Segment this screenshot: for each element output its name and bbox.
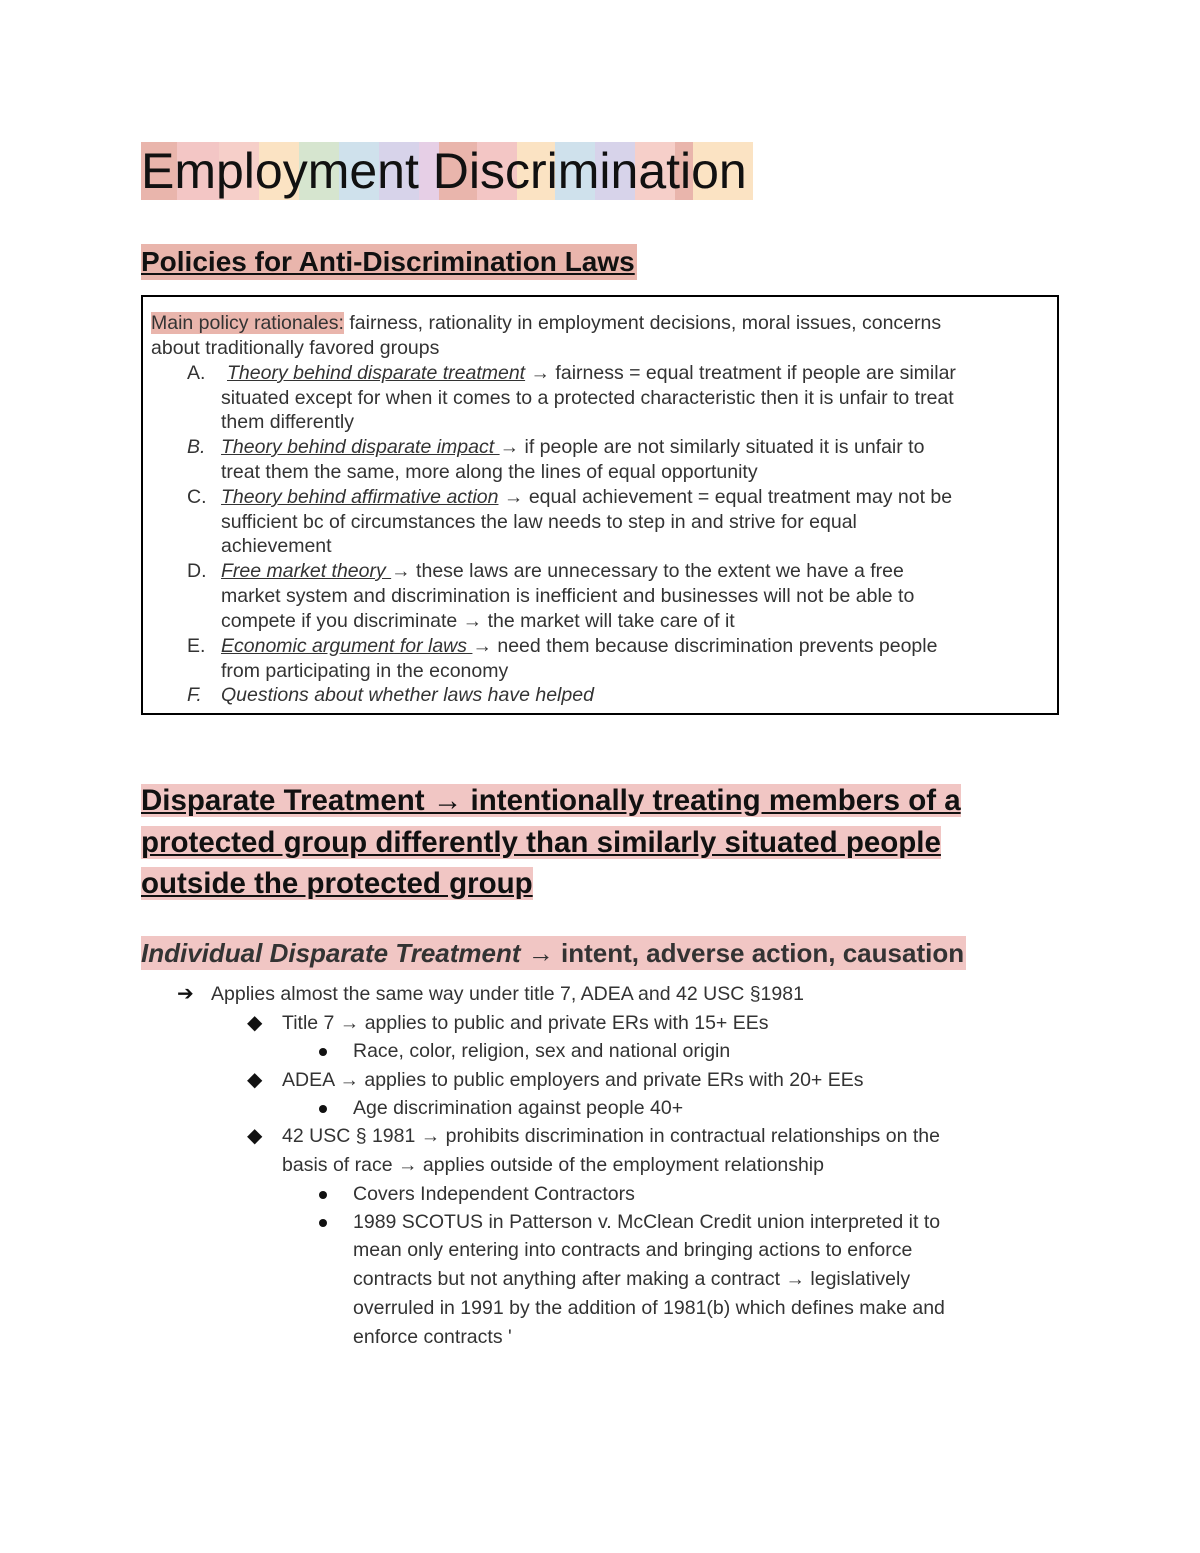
- item-letter-b: B.: [187, 436, 206, 458]
- item-b-line-2: treat them the same, more along the lines of equal opportunity: [221, 461, 758, 483]
- individual-heading-italic: Individual Disparate Treatment: [141, 938, 528, 968]
- dot-bullet-icon: [319, 1191, 327, 1199]
- item-letter-d: D.: [187, 560, 207, 582]
- item-a-line-3: them differently: [221, 411, 354, 433]
- item-d-line-2: market system and discrimination is inefficient and businesses will not be able to: [221, 585, 915, 607]
- policy-item-e: [221, 634, 937, 659]
- policy-item-c: [221, 485, 952, 510]
- item-b-line: → if people are not similarly situated it is unfair to: [499, 436, 925, 458]
- disparate-heading-text-2: protected group differently than similarly situated people: [141, 826, 941, 859]
- main-policy-label: Main policy rationales:: [151, 312, 344, 334]
- policy-rationales-box: [141, 295, 1059, 715]
- dot-bullet-icon: [319, 1048, 327, 1056]
- item-c-line-3: achievement: [221, 535, 332, 557]
- list-item-usc-line-2: basis of race → applies outside of the employment relationship: [282, 1154, 824, 1176]
- diamond-bullet-icon: ◆: [247, 1069, 263, 1091]
- disparate-heading-line-1: [141, 780, 961, 822]
- arrow-bullet-icon: ➔: [177, 983, 194, 1005]
- list-item-adea-sub: Age discrimination against people 40+: [353, 1097, 684, 1119]
- item-e-line-2: from participating in the economy: [221, 660, 509, 682]
- policy-item-d: [221, 559, 904, 584]
- list-item-usc-sub-2-line-5: enforce contracts ': [353, 1326, 512, 1348]
- item-b-title: Theory behind disparate impact: [221, 436, 500, 458]
- dot-bullet-icon: [319, 1219, 327, 1227]
- main-policy-text-cont: about traditionally favored groups: [151, 337, 440, 359]
- list-item-usc-sub-2-line-4: overruled in 1991 by the addition of 1981(b) which defines make and: [353, 1297, 945, 1319]
- item-letter-e: E.: [187, 635, 206, 657]
- item-a-line: → fairness = equal treatment if people are similar: [525, 362, 956, 384]
- list-item-adea: ADEA → applies to public employers and private ERs with 20+ EEs: [282, 1069, 864, 1091]
- disparate-heading-line-3: [141, 863, 533, 905]
- individual-heading-rest: → intent, adverse action, causation: [527, 938, 965, 968]
- disparate-heading-text-3: outside the protected group: [141, 867, 533, 900]
- item-e-line: → need them because discrimination prevents people: [472, 635, 938, 657]
- item-c-title: Theory behind affirmative action: [221, 486, 499, 508]
- item-d-line: → these laws are unnecessary to the extent we have a free: [391, 560, 904, 582]
- item-a-title: Theory behind disparate treatment: [227, 362, 526, 384]
- list-item-usc-sub-2-line-2: mean only entering into contracts and bringing actions to enforce: [353, 1239, 913, 1261]
- list-item-title7: Title 7 → applies to public and private ERs with 15+ EEs: [282, 1012, 769, 1034]
- list-item-usc-line-1: 42 USC § 1981 → prohibits discrimination in contractual relationships on the: [282, 1125, 940, 1147]
- list-item-usc-sub-2-line-3: contracts but not anything after making a contract → legislatively: [353, 1268, 911, 1290]
- item-c-line: → equal achievement = equal treatment may not be: [498, 486, 953, 508]
- list-item-applies: Applies almost the same way under title 7, ADEA and 42 USC §1981: [211, 983, 804, 1005]
- item-a-line-2: situated except for when it comes to a protected characteristic then it is unfair to treat: [221, 387, 954, 409]
- item-c-line-2: sufficient bc of circumstances the law needs to step in and strive for equal: [221, 511, 857, 533]
- item-letter-c: C.: [187, 486, 207, 508]
- disparate-heading-text-1: Disparate Treatment → intentionally treating members of a: [141, 784, 961, 817]
- document-title: Employment Discrimination: [141, 142, 753, 200]
- list-item-usc-sub-2-line-1: 1989 SCOTUS in Patterson v. McClean Credit union interpreted it to: [353, 1211, 941, 1233]
- policy-item-a: [227, 361, 956, 386]
- policies-heading: Policies for Anti-Discrimination Laws: [141, 244, 637, 280]
- diamond-bullet-icon: ◆: [247, 1012, 263, 1034]
- item-letter-f: F.: [187, 684, 202, 706]
- item-d-line-3: compete if you discriminate → the market will take care of it: [221, 610, 735, 632]
- item-d-title: Free market theory: [221, 560, 392, 582]
- main-policy-line: [151, 311, 941, 336]
- policy-item-f: Questions about whether laws have helped: [221, 684, 594, 706]
- list-item-title7-sub: Race, color, religion, sex and national origin: [353, 1040, 731, 1062]
- item-letter-a: A.: [187, 362, 206, 384]
- main-policy-text: fairness, rationality in employment decisions, moral issues, concerns: [343, 312, 942, 334]
- disparate-heading-line-2: [141, 822, 941, 864]
- policy-item-b: [221, 435, 924, 460]
- individual-heading: [141, 936, 966, 970]
- dot-bullet-icon: [319, 1105, 327, 1113]
- diamond-bullet-icon: ◆: [247, 1125, 263, 1147]
- item-e-title: Economic argument for laws: [221, 635, 473, 657]
- list-item-usc-sub-1: Covers Independent Contractors: [353, 1183, 635, 1205]
